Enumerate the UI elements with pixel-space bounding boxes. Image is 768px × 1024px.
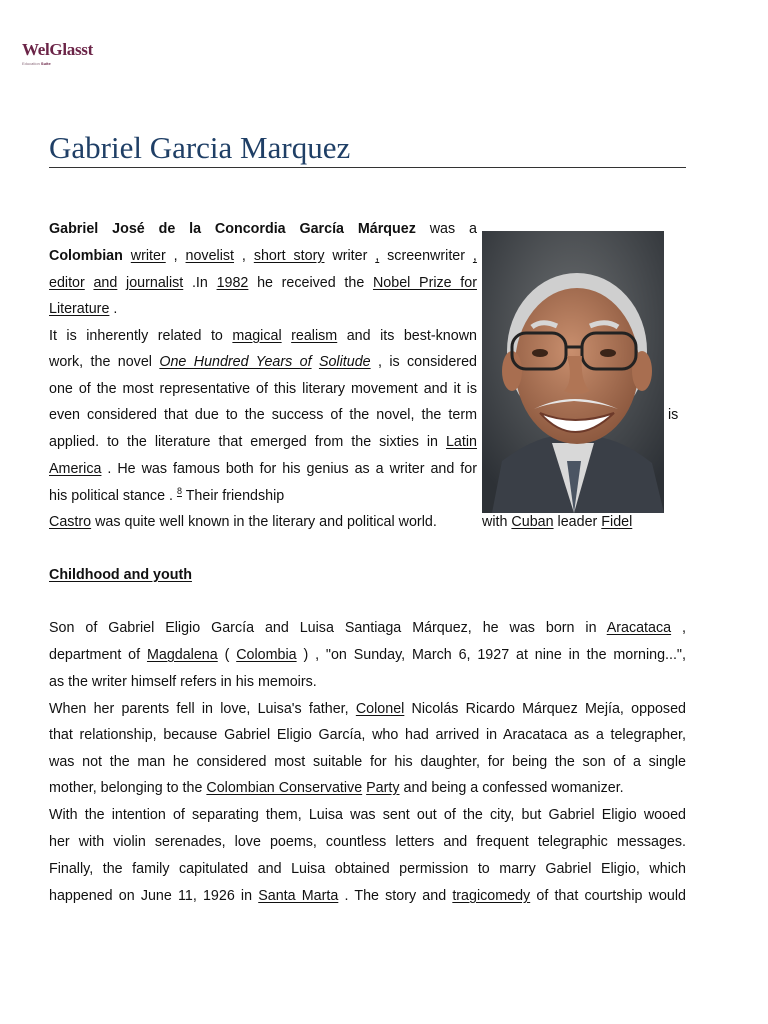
link-journalist[interactable]: journalist: [126, 275, 184, 291]
link-latin[interactable]: Latin: [445, 434, 477, 450]
link-book-title[interactable]: One Hundred Years of: [159, 354, 312, 370]
logo-tagline: Education Suite: [22, 61, 51, 66]
link-comma-1[interactable]: ,: [375, 248, 380, 264]
link-magdalena[interactable]: Magdalena: [146, 647, 218, 663]
childhood-line-4: When her parents fell in love, Luisa's father, Colonel Nicolás Ricardo Márquez Mejía, opposed: [49, 701, 686, 717]
link-fidel[interactable]: Fidel: [601, 514, 633, 530]
childhood-line-9: her with violin serenades, love poems, countless letters and frequent telegraphic messages.: [49, 834, 686, 850]
intro-line-12: Castro was quite well known in the literary and political world.: [49, 514, 437, 530]
link-cuban[interactable]: Cuban: [511, 514, 554, 530]
intro-line-4: Literature .: [49, 301, 118, 317]
intro-line-2: Colombian writer , novelist , short story writer , screenwriter ,: [49, 248, 477, 264]
link-and[interactable]: and: [93, 275, 118, 291]
link-comma-2[interactable]: ,: [472, 248, 477, 264]
title-divider: [49, 167, 686, 168]
childhood-line-3: as the writer himself refers in his memoirs.: [49, 674, 317, 690]
link-colombian-conservative[interactable]: Colombian Conservative: [206, 780, 363, 796]
link-tragicomedy[interactable]: tragicomedy: [452, 888, 531, 904]
link-colonel[interactable]: Colonel: [355, 701, 405, 717]
childhood-line-7: mother, belonging to the Colombian Conservative Party and being a confessed womanizer.: [49, 780, 624, 796]
link-1982[interactable]: 1982: [216, 275, 249, 291]
childhood-line-11: happened on June 11, 1926 in Santa Marta . The story and tragicomedy of that courtship would: [49, 888, 686, 904]
intro-line-5: It is inherently related to magical realism and its best-known: [49, 328, 477, 344]
intro-line-3: editor and journalist .In 1982 he received the Nobel Prize for: [49, 275, 477, 291]
link-nobel-prize[interactable]: Nobel Prize for: [372, 275, 477, 291]
intro-line-9: applied. to the literature that emerged from the sixties in Latin: [49, 434, 477, 450]
intro-line-1: Gabriel José de la Concordia García Márquez was a: [49, 221, 477, 237]
intro-line-10: America . He was famous both for his genius as a writer and for: [49, 461, 477, 477]
childhood-line-2: department of Magdalena ( Colombia ) , "on Sunday, March 6, 1927 at nine in the morning...",: [49, 647, 686, 663]
page-title: Gabriel Garcia Marquez: [49, 130, 351, 165]
link-short-story[interactable]: short story: [253, 248, 325, 264]
link-america[interactable]: America: [49, 461, 102, 477]
childhood-line-1: Son of Gabriel Eligio García and Luisa Santiaga Márquez, he was born in Aracataca ,: [49, 620, 686, 636]
link-solitude[interactable]: Solitude: [318, 354, 371, 370]
childhood-line-10: Finally, the family capitulated and Luisa obtained permission to marry Gabriel Eligio, which: [49, 861, 686, 877]
intro-line-8: even considered that due to the success of the novel, the term: [49, 407, 477, 423]
intro-line-6: work, the novel One Hundred Years of Solitude , is considered: [49, 354, 477, 370]
link-castro[interactable]: Castro: [49, 514, 92, 530]
portrait-photo-icon: [482, 231, 664, 513]
footnote-ref[interactable]: 8: [176, 486, 182, 497]
link-aracataca[interactable]: Aracataca: [606, 620, 672, 636]
intro-line-11: his political stance . $^8$ Their friendship: [49, 486, 285, 504]
link-realism[interactable]: realism: [291, 328, 338, 344]
logo-name: WelGlasst: [22, 40, 93, 59]
intro-line-7: one of the most representative of this literary movement and it is: [49, 381, 477, 397]
link-santa-marta[interactable]: Santa Marta: [258, 888, 339, 904]
link-literature[interactable]: Literature: [49, 301, 110, 317]
link-novelist[interactable]: novelist: [185, 248, 235, 264]
intro-line-8-is: is: [668, 407, 679, 423]
intro-with-fidel: with Cuban leader Fidel: [482, 514, 633, 530]
link-writer[interactable]: writer: [130, 248, 166, 264]
link-editor[interactable]: editor: [49, 275, 85, 291]
childhood-line-8: With the intention of separating them, Luisa was sent out of the city, but Gabriel Eligio wooed: [49, 807, 686, 823]
childhood-line-5: that relationship, because Gabriel Eligio García, who had arrived in Aracataca as a telegrapher,: [49, 727, 686, 743]
link-magical[interactable]: magical: [232, 328, 282, 344]
link-party[interactable]: Party: [366, 780, 400, 796]
link-colombia[interactable]: Colombia: [236, 647, 297, 663]
logo: [22, 40, 93, 67]
section-heading: Childhood and youth: [49, 567, 192, 583]
childhood-line-6: was not the man he considered most suitable for his daughter, for being the son of a single: [49, 754, 686, 770]
